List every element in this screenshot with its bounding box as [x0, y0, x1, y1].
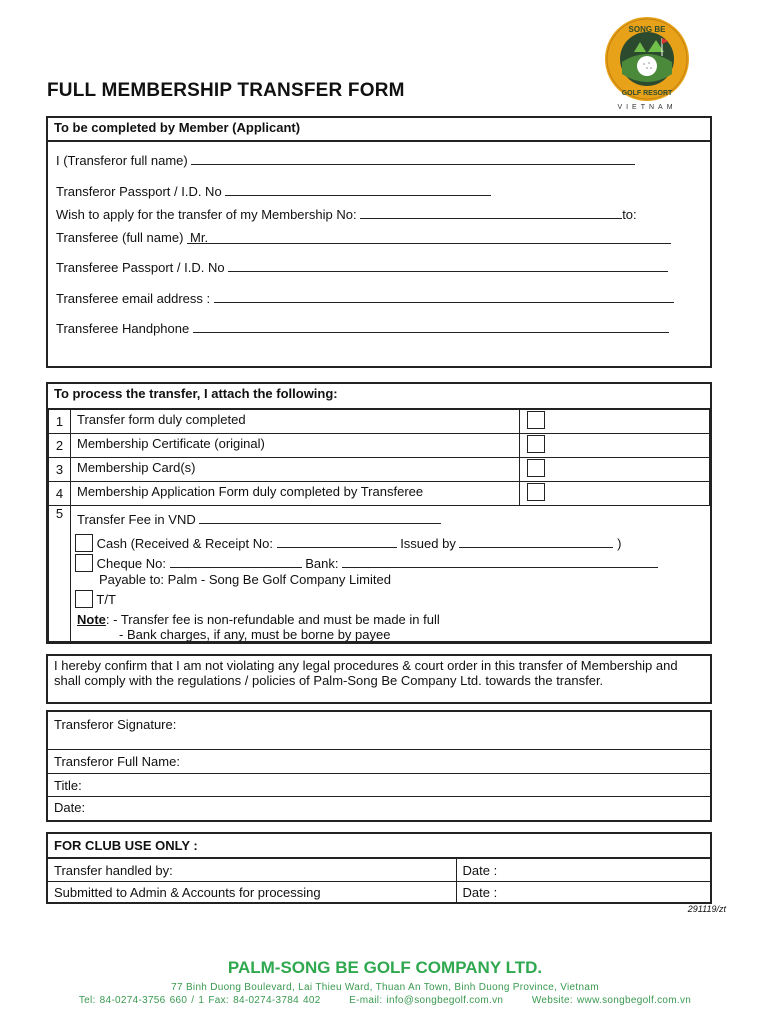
- transferor-name-row[interactable]: [56, 153, 635, 168]
- transfer-fee-cell: [71, 506, 710, 642]
- confirmation-box: [46, 654, 712, 704]
- attachment-row: [49, 410, 710, 434]
- transferee-passport-field[interactable]: [228, 260, 668, 272]
- handled-date-label: Date :: [462, 862, 498, 878]
- tt-label: T/T: [96, 592, 116, 607]
- transfer-fee-field[interactable]: [199, 512, 441, 524]
- bank-field[interactable]: [342, 556, 658, 568]
- attachment-row: [49, 482, 710, 506]
- attachment-label: Membership Certificate (original): [71, 434, 520, 458]
- submitted-date-cell[interactable]: [456, 882, 710, 904]
- date-row[interactable]: [48, 797, 710, 820]
- transferee-email-row[interactable]: [56, 291, 674, 306]
- issued-by-label: Issued by: [400, 536, 456, 551]
- cheque-checkbox[interactable]: [75, 554, 93, 572]
- transferee-phone-row[interactable]: [56, 321, 669, 336]
- attachments-section: [46, 382, 712, 644]
- song-be-golf-resort-logo: [604, 16, 690, 102]
- signature-row[interactable]: [48, 712, 710, 750]
- title-label: Title:: [54, 778, 82, 793]
- cash-checkbox[interactable]: [75, 534, 93, 552]
- attachment-num: 2: [49, 434, 71, 458]
- payable-to-text: Payable to: Palm - Song Be Golf Company Limited: [99, 572, 391, 587]
- attachment-checkbox[interactable]: [527, 435, 545, 453]
- transferee-email-field[interactable]: [214, 291, 674, 303]
- full-name-label: Transferor Full Name:: [54, 754, 180, 769]
- attachment-checkbox[interactable]: [527, 411, 545, 429]
- logo-bottom-text: GOLF RESORT: [621, 90, 673, 97]
- cheque-line[interactable]: [75, 554, 658, 572]
- form-title: FULL MEMBERSHIP TRANSFER FORM: [47, 80, 405, 101]
- attachment-row: [49, 434, 710, 458]
- attachment-num: 1: [49, 410, 71, 434]
- cheque-no-field[interactable]: [170, 556, 302, 568]
- to-label: to:: [622, 207, 637, 222]
- attachment-check-cell: [520, 434, 710, 458]
- date-label: Date:: [54, 800, 86, 815]
- cheque-label: Cheque No:: [96, 556, 167, 571]
- attachment-label: Membership Application Form duly completed by Transferee: [71, 482, 520, 506]
- club-use-heading: FOR CLUB USE ONLY :: [48, 834, 710, 858]
- footer-address: 77 Binh Duong Boulevard, Lai Thieu Ward, Thuan An Town, Binh Duong Province, Vietnam: [171, 982, 599, 993]
- club-use-row: [48, 882, 710, 904]
- issued-by-field[interactable]: [459, 536, 613, 548]
- membership-no-field[interactable]: [360, 207, 622, 219]
- cash-line[interactable]: [75, 534, 621, 552]
- transferee-name-row[interactable]: [56, 230, 671, 245]
- footer-contact: Tel: 84-0274-3756 660 / 1 Fax: 84-0274-3784 402 E-mail: info@songbegolf.com.vn Website: www.songbegolf.com.vn: [78, 995, 692, 1006]
- transferee-phone-field[interactable]: [193, 321, 669, 333]
- transferee-email-label: Transferee email address :: [56, 291, 211, 306]
- footer-company: PALM-SONG BE GOLF COMPANY LTD.: [227, 958, 543, 977]
- transferee-passport-row[interactable]: [56, 260, 668, 275]
- attachments-heading: To process the transfer, I attach the following:: [48, 384, 710, 409]
- attachment-row: [49, 458, 710, 482]
- transfer-fee-line[interactable]: [77, 512, 441, 527]
- transferee-prefix: Mr.: [190, 230, 209, 245]
- attachment-checkbox[interactable]: [527, 483, 545, 501]
- transferor-passport-row[interactable]: [56, 184, 491, 199]
- attachment-check-cell: [520, 482, 710, 506]
- tt-line[interactable]: [75, 590, 116, 608]
- transferor-passport-field[interactable]: [225, 184, 491, 196]
- attachment-num: 5: [49, 506, 71, 642]
- cash-label: Cash (Received & Receipt No:: [96, 536, 273, 551]
- transfer-fee-label: Transfer Fee in VND: [77, 512, 196, 527]
- tt-checkbox[interactable]: [75, 590, 93, 608]
- transfer-fee-row: [49, 506, 710, 642]
- logo-country-text: VIETNAM: [617, 104, 677, 111]
- attachment-num: 4: [49, 482, 71, 506]
- note-line-1: [77, 612, 440, 627]
- transferee-name-field[interactable]: [187, 230, 671, 244]
- note-line-2: - Bank charges, if any, must be borne by payee: [119, 627, 391, 642]
- receipt-no-field[interactable]: [277, 536, 397, 548]
- handled-date-cell[interactable]: [456, 859, 710, 882]
- membership-no-row[interactable]: [56, 207, 637, 222]
- attachment-check-cell: [520, 410, 710, 434]
- form-code: 291119/zt: [687, 904, 726, 914]
- transferee-passport-label: Transferee Passport / I.D. No: [56, 260, 225, 275]
- logo-top-text: SONG BE: [628, 25, 666, 34]
- transferee-name-label: Transferee (full name): [56, 230, 184, 245]
- submitted-date-label: Date :: [462, 885, 498, 901]
- confirmation-text: I hereby confirm that I am not violating any legal procedures & court order in this transfer of Membership and shall comply with the regulations / policies of Palm-Song Be Company Ltd. towards the transfer.: [54, 658, 678, 688]
- attachment-checkbox[interactable]: [527, 459, 545, 477]
- transferor-name-label: I (Transferor full name): [56, 153, 188, 168]
- attachment-label: Membership Card(s): [71, 458, 520, 482]
- attachment-label: Transfer form duly completed: [71, 410, 520, 434]
- note-text-1: : - Transfer fee is non-refundable and must be made in full: [105, 612, 440, 627]
- handled-by-label: Transfer handled by:: [54, 862, 173, 878]
- bank-label: Bank:: [305, 556, 339, 571]
- member-section-heading: To be completed by Member (Applicant): [48, 118, 710, 142]
- submitted-label: Submitted to Admin & Accounts for processing: [54, 885, 321, 901]
- member-section: [46, 116, 712, 368]
- close-paren: ): [617, 536, 622, 551]
- club-use-table: [48, 858, 710, 904]
- club-use-section: [46, 832, 712, 904]
- note-label: Note: [77, 612, 106, 627]
- transferor-passport-label: Transferor Passport / I.D. No: [56, 184, 222, 199]
- attachments-table: [48, 409, 710, 642]
- transferor-name-field[interactable]: [191, 153, 635, 165]
- handled-by-cell[interactable]: [48, 859, 456, 882]
- signature-section: [46, 710, 712, 822]
- attachment-num: 3: [49, 458, 71, 482]
- club-use-row: [48, 859, 710, 882]
- transferee-phone-label: Transferee Handphone: [56, 321, 190, 336]
- signature-label: Transferor Signature:: [54, 717, 177, 732]
- submitted-cell[interactable]: [48, 882, 456, 904]
- title-row[interactable]: [48, 774, 710, 797]
- attachment-check-cell: [520, 458, 710, 482]
- wish-to-apply-label: Wish to apply for the transfer of my Membership No:: [56, 207, 357, 222]
- full-name-row[interactable]: [48, 750, 710, 774]
